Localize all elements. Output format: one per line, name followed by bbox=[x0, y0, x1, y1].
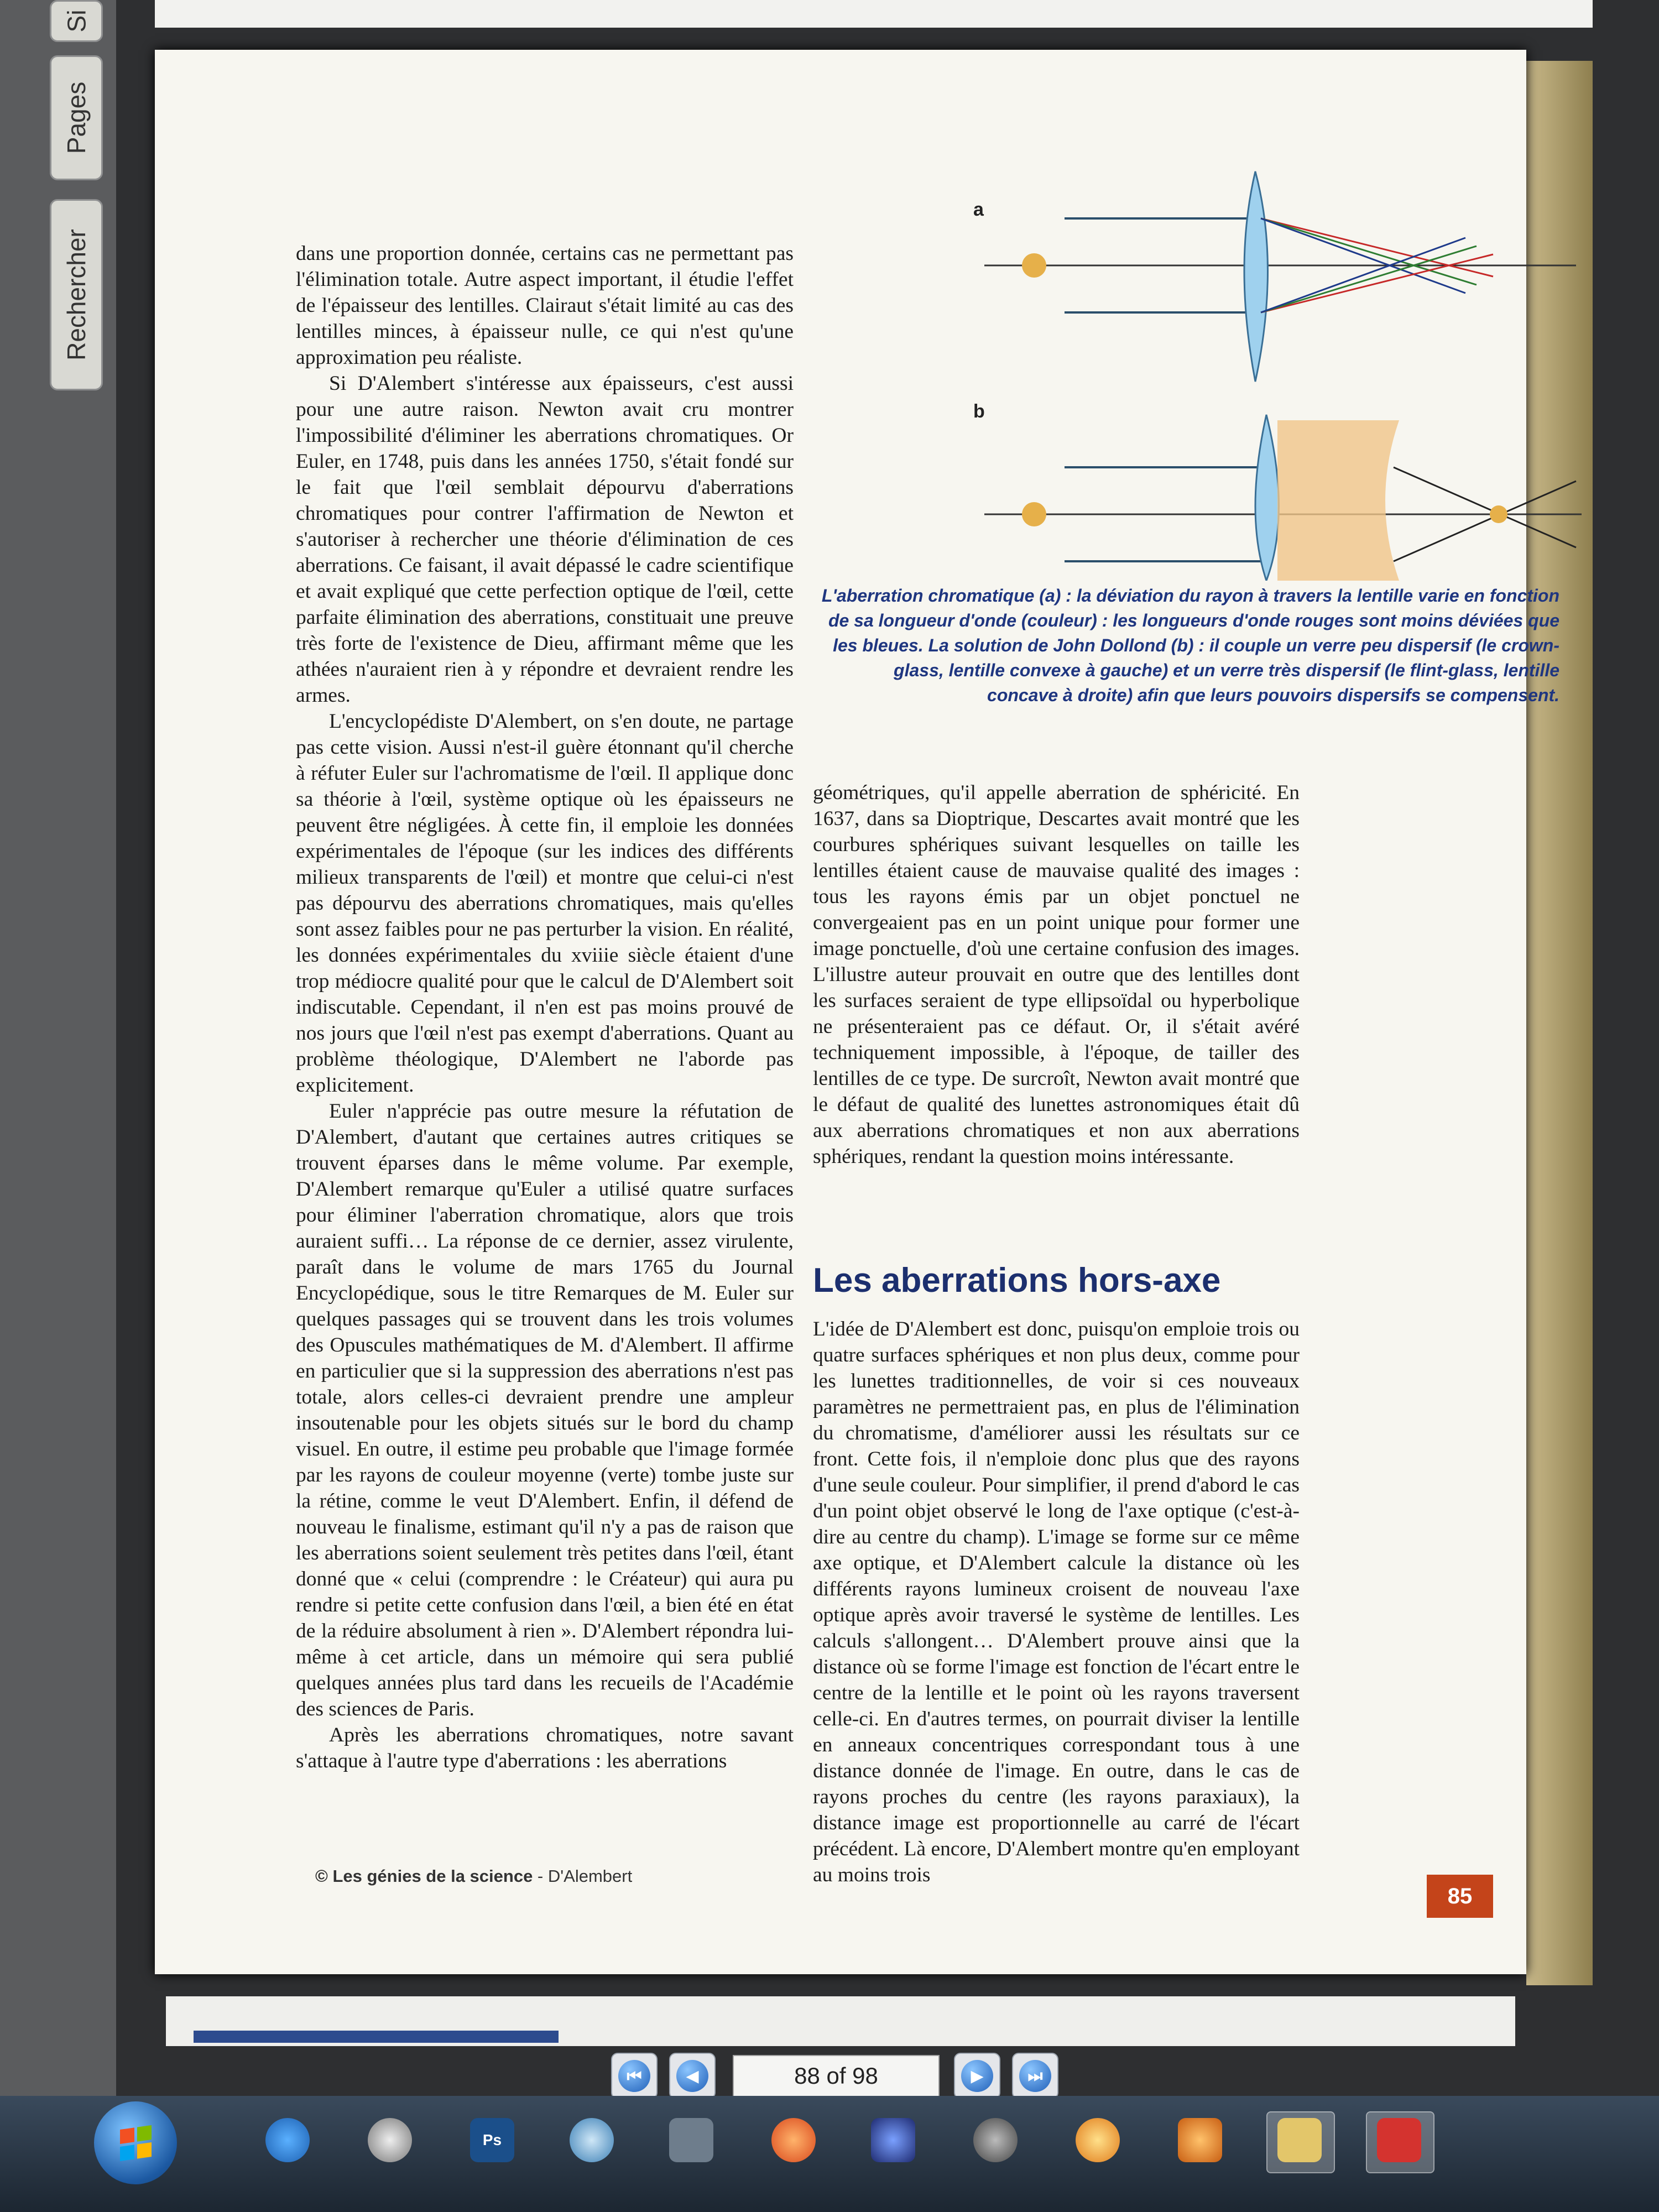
photoshop-icon[interactable] bbox=[470, 2118, 514, 2162]
blue-ray-a1 bbox=[1261, 218, 1465, 293]
previous-page-edge bbox=[155, 0, 1593, 28]
photoshop-label: Ps bbox=[482, 2131, 502, 2148]
app-refresh-icon[interactable] bbox=[570, 2118, 614, 2162]
converging-ray-b1 bbox=[1394, 467, 1576, 547]
paragraph: géométriques, qu'il appelle aberration de sphéricité. En 1637, dans sa Dioptrique, Descartes avait montré que les courbures sphériques suivant lesquelles on taille les lentilles étaient cause de mauvaise qualité des images : tous les rayons émis par un objet ponctuel ne convergeaient pas en un point unique pour former une image ponctuelle, d'où une certaine confusion des images. L'illustre auteur prouvait en outre que des lentilles dont les surfaces seraient de type ellipsoïdal ou hyperbolique ne présenteraient pas ce défaut. Or, il s'était avéré techniquement impossible, à l'époque, de tailler des lentilles de ce type. De surcroît, Newton avait montré que le défaut de qualité des lunettes astronomiques était dû aux aberrations chromatiques et non aux aberrations sphériques, rendant la question moins intéressante. bbox=[813, 781, 1300, 1168]
text-column-right-top bbox=[813, 780, 1300, 1170]
image-star-b bbox=[1490, 505, 1507, 523]
tab-signatures-label: Si bbox=[62, 9, 91, 33]
tab-signatures[interactable] bbox=[50, 0, 103, 42]
paragraph: Après les aberrations chromatiques, notre savant s'attaque à l'autre type d'aberrations : les aberrations bbox=[296, 1724, 794, 1772]
file-explorer-icon[interactable] bbox=[1277, 2118, 1322, 2162]
source-star-b bbox=[1022, 502, 1046, 526]
crown-glass-lens bbox=[1255, 415, 1279, 581]
footer-credit bbox=[315, 1866, 632, 1886]
paragraph: L'encyclopédiste D'Alembert, on s'en doute, ne partage pas cette vision. Aussi n'est-il guère étonnant qu'il cherche à réfuter Euler sur l'achromatisme de l'œil. Il applique donc sa théorie à l'œil, système optique où les épaisseurs ne peuvent être négligées. À cette fin, il emploie les données expérimentales de l'époque (sur les indices des différents milieux transparents de l'œil) et montre que celui-ci n'est pas dépourvu des aberrations chromatiques, mais qu'elles sont assez faibles pour ne pas perturber la vision. En réalité, les données expérimentales du xviiie siècle étaient d'une trop médiocre qualité pour que le calcul de D'Alembert soit indiscutable. Cependant, il n'en est pas moins prouvé de nos jours que l'œil n'est pas exempt d'aberrations. Quant au problème théologique, D'Alembert ne l'aborde pas explicitement. bbox=[296, 710, 794, 1097]
side-panel bbox=[0, 0, 116, 2096]
red-ray-a2 bbox=[1261, 254, 1493, 312]
paragraph: dans une proportion donnée, certains cas ne permettant pas l'élimination totale. Autre aspect important, il étudie l'effet de l'épaisseur des lentilles. Clairaut s'était limité au cas des lentilles minces, à épaisseur nulle, ce qui n'est qu'une approximation peu réaliste. bbox=[296, 242, 794, 369]
app-moon-icon[interactable] bbox=[871, 2118, 915, 2162]
tab-pages-label: Pages bbox=[62, 81, 91, 154]
section-heading: Les aberrations hors-axe bbox=[813, 1261, 1221, 1300]
lens-diagram bbox=[813, 160, 1587, 581]
figure-caption: L'aberration chromatique (a) : la déviation du rayon à travers la lentille varie en fonction de sa longueur d'onde (couleur) : les longueurs d'onde rouges sont moins déviées que les bleues. La solution de John Dollond (b) : il couple un verre peu dispersif (le crown-glass, lentille convexe à gauche) et un verre très dispersif (le flint-glass, lentille concave à droite) afin que leurs pouvoirs dispersifs se compensent. bbox=[821, 586, 1559, 705]
page-number: 85 bbox=[1427, 1875, 1493, 1918]
footer-series: © Les génies de la science bbox=[315, 1866, 533, 1886]
next-page-icon: ▶ bbox=[961, 2060, 993, 2092]
last-page-button[interactable] bbox=[1012, 2053, 1058, 2099]
next-page-button[interactable] bbox=[954, 2053, 1000, 2099]
figure-label-b: b bbox=[973, 401, 985, 422]
windows-logo-icon bbox=[120, 2125, 152, 2161]
tab-search[interactable] bbox=[50, 199, 103, 390]
text-column-right-bottom bbox=[813, 1316, 1300, 1888]
chromatic-aberration-figure bbox=[813, 160, 1587, 581]
document-page bbox=[155, 50, 1559, 1974]
previous-page-icon: ◀ bbox=[676, 2060, 708, 2092]
green-ray-a1 bbox=[1261, 218, 1477, 285]
app-tool-icon[interactable] bbox=[1178, 2118, 1222, 2162]
text-column-left bbox=[296, 241, 794, 1774]
app-red-icon[interactable] bbox=[1377, 2118, 1421, 2162]
figure-label-a: a bbox=[973, 199, 984, 220]
green-ray-a2 bbox=[1261, 246, 1477, 312]
last-page-icon: ⏭ bbox=[1019, 2060, 1051, 2092]
app-blue-c-icon[interactable] bbox=[265, 2118, 310, 2162]
first-page-button[interactable] bbox=[611, 2053, 658, 2099]
footer-subject: D'Alembert bbox=[547, 1866, 633, 1886]
converging-ray-b2 bbox=[1394, 481, 1576, 561]
paragraph: Si D'Alembert s'intéresse aux épaisseurs, c'est aussi pour une autre raison. Newton avait cru montrer l'impossibilité d'éliminer les aberrations chromatiques. Or Euler, en 1748, puis dans les années 1750, s'était fondé sur le fait que l'œil semblait dépourvu d'aberrations chromatiques pour contrer l'affirmation de Newton et s'autoriser à rechercher une théorie d'élimination de ces aberrations. Ce faisant, il avait dépassé le cadre scientifique et avait expliqué que cette perfection optique de l'œil, cette parfaite élimination des aberrations, constituait une preuve très forte de l'existence de Dieu, affirmant même que les athées n'auraient rien à y répondre et devraient rendre les armes. bbox=[296, 372, 794, 707]
paragraph: L'idée de D'Alembert est donc, puisqu'on emploie trois ou quatre surfaces sphériques et non plus deux, comme pour les lunettes traditionnelles, de voir si ces nouveaux paramètres ne permettraient pas, en plus de l'élimination du chromatisme, d'améliorer aussi les résultats sur ce front. Cette fois, il n'emploie donc plus que des rayons d'une seule couleur. Pour simplifier, il prend d'abord le cas d'un point objet observé le long de l'axe optique (c'est-à-dire au centre du champ). L'image se forme sur ce même axe optique, et D'Alembert calcule la distance où les différents rayons lumineux croisent de nouveau l'axe optique après avoir traversé le système de lentilles. Les calculs s'allongent… D'Alembert prouve ainsi que la distance où se forme l'image est fonction de l'écart entre le centre de la lentille et le point où les rayons traversent celle-ci. En d'autres termes, on pourrait diviser la lentille en anneaux concentriques correspondant tous à une distance donnée de l'image. En outre, dans le cas de rayons proches du centre (les rayons paraxiaux), la distance image est proportionnelle au carré de l'écart précédent. Là encore, D'Alembert montre qu'en employant au moins trois bbox=[813, 1318, 1300, 1886]
paragraph: Euler n'apprécie pas outre mesure la réfutation de D'Alembert, d'autant que certaines autres critiques se trouvent éparses dans le même volume. Par exemple, D'Alembert remarque qu'Euler a utilisé quatre surfaces pour éliminer l'aberration chromatique, alors que trois auraient suffi… La réponse de ce dernier, assez virulente, paraît dans le volume de mars 1765 du Journal Encyclopédique, sous le titre Remarques de M. Euler sur quelques passages qui se trouvent dans les trois volumes des Opuscules mathématiques de M. d'Alembert. Il affirme en particulier que si la suppression des aberrations n'est pas totale, alors celles-ci devraient prendre une ampleur insoutenable pour les objets situés sur le bord du champ visuel. En outre, il estime peu probable que l'image formée par les rayons de couleur moyenne (verte) tombe juste sur la rétine, comme le veut D'Alembert. Enfin, il défend de nouveau le finalisme, estimant qu'il n'y a pas de raison que les aberrations soient seulement très petites dans l'œil, étant donné que « celui (comprendre : le Créateur) qui aura pu rendre si petite cette confusion dans l'œil, a bien été en état de la réduire absolument à rien ». D'Alembert répondra lui-même à cet article, dans un mémoire qui sera publié quelques années plus tard dans les recueils de l'Académie des sciences de Paris. bbox=[296, 1100, 794, 1720]
footer-separator: - bbox=[533, 1866, 548, 1886]
tab-pages[interactable] bbox=[50, 55, 103, 180]
start-button[interactable] bbox=[94, 2101, 177, 2184]
page-indicator[interactable]: 88 of 98 bbox=[733, 2055, 940, 2097]
app-chrome-icon[interactable] bbox=[1076, 2118, 1120, 2162]
tab-search-label: Rechercher bbox=[62, 229, 91, 361]
app-orange-icon[interactable] bbox=[771, 2118, 816, 2162]
source-star-a bbox=[1022, 253, 1046, 278]
app-wolf-icon[interactable] bbox=[973, 2118, 1018, 2162]
blue-ray-a2 bbox=[1261, 238, 1465, 312]
next-page-header-bar bbox=[194, 2031, 559, 2043]
convex-lens-a bbox=[1244, 171, 1268, 382]
previous-page-button[interactable] bbox=[669, 2053, 716, 2099]
flint-glass-lens bbox=[1277, 420, 1399, 581]
first-page-icon: ⏮ bbox=[618, 2060, 650, 2092]
app-grey-sphere-icon[interactable] bbox=[368, 2118, 412, 2162]
red-ray-a1 bbox=[1261, 218, 1493, 276]
app-network-icon[interactable] bbox=[669, 2118, 713, 2162]
